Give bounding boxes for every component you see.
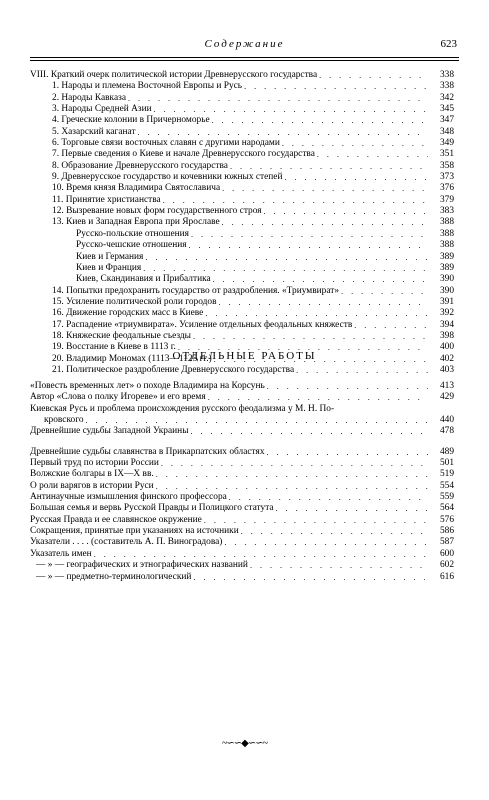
toc-entry-page: 376	[439, 183, 454, 194]
toc-entry	[30, 381, 454, 392]
dot-leader	[213, 274, 428, 285]
toc-entry-title: Сокращения, принятые при указаниях на источники	[30, 526, 239, 537]
toc-entry-title: 6. Торговые связи восточных славян с другими народами	[52, 138, 280, 149]
toc-entry-page: 348	[439, 126, 454, 137]
toc-entry-page: 587	[439, 537, 454, 548]
toc-entry-title: 7. Первые сведения о Киеве и начале Древнерусского государства	[52, 149, 315, 160]
dot-leader	[264, 206, 428, 217]
toc-entry-title: 5. Хазарский каганат	[52, 126, 136, 137]
toc-entry-page: 559	[439, 492, 454, 503]
toc-entry-title: Киевская Русь и проблема происхождения русского феодализма у М. Н. По-	[30, 403, 335, 414]
toc-entry-page: 400	[439, 342, 454, 353]
header-rule-second	[30, 60, 459, 61]
dot-leader	[250, 560, 428, 571]
toc-entry-page: 358	[439, 160, 454, 171]
toc-entry-title: 19. Восстание в Киеве в 1113 г.	[52, 342, 176, 353]
toc-entry-title: VIII. Краткий очерк политической истории Древнерусского государства	[30, 70, 318, 80]
toc-entry	[30, 469, 454, 480]
toc-entry-page: 576	[439, 514, 454, 525]
toc-entry	[30, 161, 454, 172]
toc-entry	[30, 297, 454, 308]
dot-leader	[296, 365, 428, 376]
toc-entry	[30, 195, 454, 206]
dot-leader	[224, 537, 428, 548]
section-title-works: ОТДЕЛЬНЫЕ РАБОТЫ	[172, 350, 317, 362]
dot-leader	[94, 549, 428, 560]
dot-leader	[212, 115, 428, 126]
toc-entry-page: 403	[439, 364, 454, 375]
toc-entry	[30, 492, 454, 503]
dot-leader	[317, 149, 428, 160]
toc-entry-title: 21. Политическое раздробление Древнерусского государства	[52, 364, 295, 375]
toc-entry	[30, 331, 454, 342]
toc-entry	[30, 93, 454, 104]
toc-entry	[30, 149, 454, 160]
toc-entry-title: 14. Попытки предохранить государство от раздробления. «Триумвират»	[52, 285, 340, 296]
dot-leader	[161, 458, 428, 469]
toc-entry-title: Указатели . . . . (составитель А. П. Виноградова)	[30, 537, 223, 548]
dot-leader	[86, 415, 428, 426]
toc-entry	[30, 217, 454, 228]
toc-entry-page: 519	[439, 469, 454, 480]
dot-leader	[284, 172, 428, 183]
toc-entry-title: Антинаучные измышления финского профессора	[30, 492, 227, 503]
toc-entry-title: 16. Движение городских масс в Киеве	[52, 308, 204, 319]
dot-leader	[143, 263, 428, 274]
toc-entry	[30, 392, 454, 403]
dot-leader	[222, 183, 428, 194]
toc-entry	[30, 481, 454, 492]
toc-entry-title: 3. Народы Средней Азии	[52, 104, 152, 115]
dot-leader	[204, 515, 428, 526]
toc-entry-page: 389	[439, 262, 454, 273]
toc-entry	[30, 415, 454, 426]
dot-leader	[193, 331, 428, 342]
toc-entry-title: Волжские болгары в IX—X вв.	[30, 469, 154, 480]
toc-entry	[30, 458, 454, 469]
toc-entry-page: 413	[439, 381, 454, 391]
dot-leader	[128, 93, 428, 104]
toc-entry-title: кровского	[44, 415, 84, 426]
toc-entry-page: 342	[439, 92, 454, 103]
toc-entry	[30, 426, 454, 437]
toc-entry-title: 9. Древнерусское государство и кочевники южных степей	[52, 172, 283, 183]
toc-subentry	[30, 240, 454, 251]
group-gap	[30, 438, 454, 447]
dot-leader	[156, 481, 428, 492]
toc-entry	[30, 572, 454, 583]
toc-entry-page: 347	[439, 115, 454, 126]
toc-entry	[30, 503, 454, 514]
toc-entry-page: 338	[439, 70, 454, 80]
dot-leader	[189, 240, 428, 251]
dot-leader	[193, 572, 428, 583]
toc-entry-page: 429	[439, 392, 454, 403]
dot-leader	[282, 138, 428, 149]
dot-leader	[319, 70, 428, 81]
toc-entry-title: 4. Греческие колонии в Причерноморье	[52, 115, 210, 126]
toc-entry-title: 8. Образование Древнерусского государства	[52, 160, 228, 171]
toc-subentry	[30, 263, 454, 274]
dot-leader	[267, 381, 428, 392]
toc-entry-page: 345	[439, 104, 454, 115]
toc-entry-title: Русско-польские отношения	[76, 228, 189, 239]
dot-leader	[354, 320, 428, 331]
toc-entry-page: 554	[439, 480, 454, 491]
toc-entry-page: 388	[439, 228, 454, 239]
dot-leader	[138, 127, 428, 138]
toc-entry-page: 390	[439, 274, 454, 285]
header-rule	[30, 57, 459, 58]
dot-leader	[145, 252, 428, 263]
toc-entry-page: 398	[439, 330, 454, 341]
chapter-toc	[30, 70, 454, 376]
toc-entry-title: 13. Киев и Западная Европа при Ярославе	[52, 217, 220, 228]
toc-entry	[30, 526, 454, 537]
toc-entry-page: 564	[439, 503, 454, 514]
toc-entry-title: 10. Время князя Владимира Святославича	[52, 183, 221, 194]
toc-entry	[30, 115, 454, 126]
toc-entry-title: О роли варягов в истории Руси	[30, 480, 154, 491]
toc-entry-page: 489	[439, 446, 454, 457]
toc-entry	[30, 549, 454, 560]
toc-entry-page: 616	[439, 571, 454, 582]
toc-subentry	[30, 274, 454, 285]
toc-entry-title: Русско-чешские отношения	[76, 240, 187, 251]
toc-entry-page: 440	[439, 415, 454, 426]
dot-leader	[208, 392, 428, 403]
toc-entry-page: 600	[439, 548, 454, 559]
dot-leader	[241, 526, 428, 537]
toc-entry-page: 373	[439, 172, 454, 183]
toc-entry-title: Киев и Германия	[76, 251, 144, 262]
toc-entry	[30, 183, 454, 194]
toc-entry-page: 602	[439, 560, 454, 571]
works-toc	[30, 381, 454, 583]
dot-leader	[267, 447, 428, 458]
dot-leader	[219, 297, 429, 308]
toc-entry-page: 586	[439, 526, 454, 537]
toc-entry-title: 11. Принятие христианства	[52, 194, 161, 205]
toc-entry-page: 390	[439, 285, 454, 296]
toc-entry-title: 18. Княжеские феодальные съезды	[52, 330, 191, 341]
ornament-divider: ~∽∽◆∽∽~	[221, 738, 268, 749]
toc-entry-title: Указатель имен	[30, 548, 92, 559]
toc-entry-page: 383	[439, 206, 454, 217]
toc-entry-title: Киев, Скандинавия и Прибалтика	[76, 274, 211, 285]
toc-entry-line	[30, 404, 454, 415]
toc-entry	[30, 365, 454, 376]
chapter-heading	[30, 70, 454, 81]
dot-leader	[205, 308, 428, 319]
toc-entry-page: 478	[439, 426, 454, 437]
toc-entry	[30, 286, 454, 297]
dot-leader	[244, 81, 428, 92]
toc-subentry	[30, 229, 454, 240]
toc-entry-page: 388	[439, 240, 454, 251]
dot-leader	[276, 503, 428, 514]
toc-entry	[30, 127, 454, 138]
toc-entry-title: 20. Владимир Мономах (1113—1125 гг.)	[52, 353, 212, 364]
toc-entry	[30, 320, 454, 331]
toc-entry-title: Автор «Слова о полку Игореве» и его время	[30, 392, 206, 403]
dot-leader	[222, 217, 428, 228]
toc-entry-page: 391	[439, 296, 454, 307]
toc-entry-title: Русская Правда и ее славянское окружение	[30, 514, 202, 525]
header-title: Содержание	[204, 38, 285, 50]
toc-entry-title: 17. Распадение «триумвирата». Усиление отдельных феодальных княжеств	[52, 319, 353, 330]
toc-entry-title: Древнейшие судьбы славянства в Прикарпатских областях	[30, 446, 265, 457]
toc-entry-title: — » — предметно-терминологический	[36, 571, 192, 582]
dot-leader	[154, 104, 428, 115]
toc-entry	[30, 515, 454, 526]
toc-entry-title: 1. Народы и племена Восточной Европы и Русь	[52, 81, 243, 92]
toc-entry-page: 379	[439, 194, 454, 205]
dot-leader	[229, 492, 428, 503]
toc-entry	[30, 537, 454, 548]
toc-entry	[30, 138, 454, 149]
toc-entry-title: Древнейшие судьбы Западной Украины	[30, 426, 189, 437]
toc-subentry	[30, 252, 454, 263]
dot-leader	[163, 195, 428, 206]
toc-entry-page: 402	[439, 353, 454, 364]
toc-entry-page: 389	[439, 251, 454, 262]
toc-entry-title: Первый труд по истории России	[30, 458, 159, 469]
toc-entry-title: 2. Народы Кавказа	[52, 92, 126, 103]
toc-entry	[30, 206, 454, 217]
toc-entry-title: «Повесть временных лет» о походе Владимира на Корсунь	[30, 381, 265, 391]
toc-entry	[30, 308, 454, 319]
dot-leader	[230, 161, 428, 172]
toc-entry	[30, 104, 454, 115]
toc-entry-title: 12. Вызревание новых форм государственного строя	[52, 206, 262, 217]
toc-entry-page: 392	[439, 308, 454, 319]
toc-entry-page: 501	[439, 458, 454, 469]
toc-entry	[30, 447, 454, 458]
page-number: 623	[440, 38, 457, 50]
toc-entry-page: 351	[439, 149, 454, 160]
toc-entry-title: Киев и Франция	[76, 262, 142, 273]
toc-entry	[30, 560, 454, 571]
dot-leader	[191, 426, 429, 437]
toc-entry-title: — » — географических и этнографических названий	[36, 560, 248, 571]
toc-entry-title: Большая семья и вервь Русской Правды и Полицкого статута	[30, 503, 274, 514]
toc-entry	[30, 172, 454, 183]
dot-leader	[156, 469, 428, 480]
running-header	[30, 38, 459, 52]
toc-entry	[30, 81, 454, 92]
dot-leader	[191, 229, 428, 240]
toc-entry-page: 338	[439, 81, 454, 92]
toc-entry-title: 15. Усиление политической роли городов	[52, 296, 217, 307]
toc-entry-page: 349	[439, 138, 454, 149]
toc-entry-page: 388	[439, 217, 454, 228]
dot-leader	[341, 286, 428, 297]
toc-entry-page: 394	[439, 319, 454, 330]
